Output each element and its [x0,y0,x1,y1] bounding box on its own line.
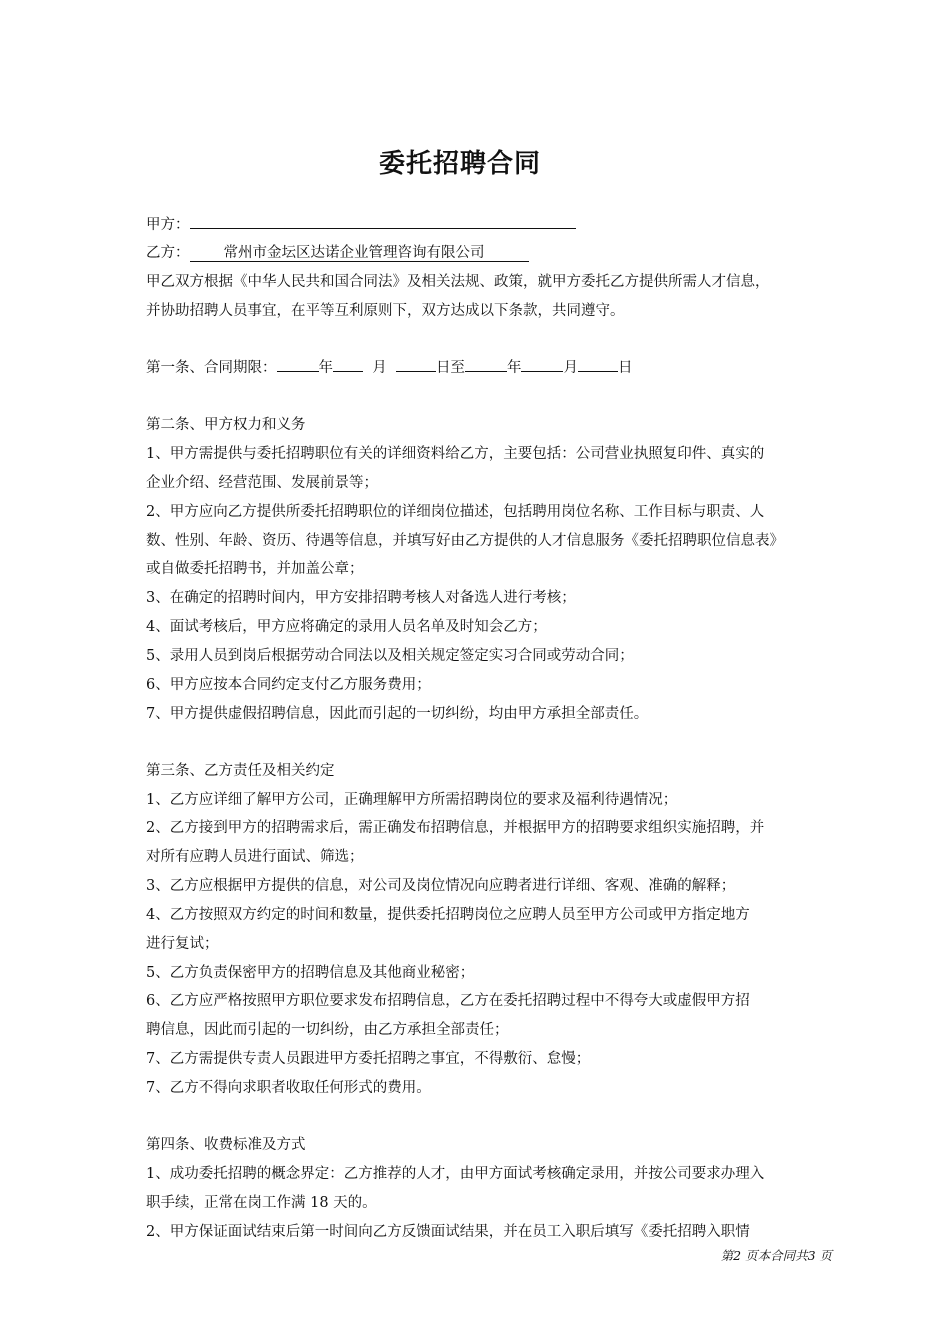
article2-line: 6、甲方应按本合同约定支付乙方服务费用； [146,677,431,693]
article3-line: 7、乙方需提供专责人员跟进甲方委托招聘之事宜，不得敷衍、怠慢； [146,1051,591,1067]
blank-field [578,356,618,372]
blank-field [333,356,363,372]
article2-heading: 第二条、甲方权力和义务 [146,417,306,433]
article3-line: 5、乙方负责保密甲方的招聘信息及其他商业秘密； [146,965,475,981]
article2-line: 1、甲方需提供与委托招聘职位有关的详细资料给乙方，主要包括：公司营业执照复印件、真实的 [146,446,765,462]
article1-day-to: 日至 [435,360,465,376]
article2-line: 7、甲方提供虚假招聘信息，因此而引起的一切纠纷，均由甲方承担全部责任。 [146,706,649,722]
blank-field [396,356,436,372]
article3-line: 7、乙方不得向求职者收取任何形式的费用。 [146,1080,431,1096]
article1-month1: 月 [372,360,387,376]
blank-field [465,356,507,372]
blank-field [277,356,319,372]
party-a-blank [190,213,576,229]
article2-line: 或自做委托招聘书，并加盖公章； [146,561,364,577]
article1-label: 第一条、合同期限： [146,360,277,376]
party-b-line [146,241,846,262]
document-title: 委托招聘合同 [378,149,541,179]
article4-line: 职手续，正常在岗工作满 18 天的。 [146,1195,377,1211]
party-a-label: 甲方： [146,217,190,233]
party-b-name: 常州市金坛区达诺企业管理咨询有限公司 [190,245,529,262]
article2-line: 3、在确定的招聘时间内，甲方安排招聘考核人对备选人进行考核； [146,590,576,606]
article2-line: 数、性别、年龄、资历、待遇等信息，并填写好由乙方提供的人才信息服务《委托招聘职位信息表》 [146,533,784,549]
article2-line: 企业介绍、经营范围、发展前景等； [146,475,378,491]
article1-day2: 日 [617,360,633,376]
article2-line: 2、甲方应向乙方提供所委托招聘职位的详细岗位描述，包括聘用岗位名称、工作目标与职责、人 [146,504,765,520]
article3-line: 对所有应聘人员进行面试、筛选； [146,849,364,865]
article3-line: 进行复试； [146,936,219,952]
page-footer: 第2 页本合同共3 页 [720,1248,832,1263]
article1-year1: 年 [318,360,333,376]
article4-heading: 第四条、收费标准及方式 [146,1137,306,1153]
article4-line: 2、甲方保证面试结束后第一时间向乙方反馈面试结果，并在员工入职后填写《委托招聘入职情 [146,1224,750,1240]
article1-year2: 年 [506,360,522,376]
intro-line: 甲乙双方根据《中华人民共和国合同法》及相关法规、政策，就甲方委托乙方提供所需人才信息， [146,274,770,290]
intro-line: 并协助招聘人员事宜，在平等互利原则下，双方达成以下条款，共同遵守。 [146,303,625,319]
party-a-line [146,213,846,234]
article2-line: 5、录用人员到岗后根据劳动合同法以及相关规定签定实习合同或劳动合同； [146,648,634,664]
article3-line: 6、乙方应严格按照甲方职位要求发布招聘信息，乙方在委托招聘过程中不得夸大或虚假甲方招 [146,993,750,1009]
article3-line: 2、乙方接到甲方的招聘需求后，需正确发布招聘信息，并根据甲方的招聘要求组织实施招聘，并 [146,820,765,836]
article3-heading: 第三条、乙方责任及相关约定 [146,763,335,779]
article3-line: 聘信息，因此而引起的一切纠纷，由乙方承担全部责任； [146,1022,509,1038]
article2-line: 4、面试考核后，甲方应将确定的录用人员名单及时知会乙方； [146,619,547,635]
article4-line: 1、成功委托招聘的概念界定：乙方推荐的人才，由甲方面试考核确定录用，并按公司要求办理入 [146,1166,765,1182]
article1-month2: 月 [563,360,578,376]
article3-line: 4、乙方按照双方约定的时间和数量，提供委托招聘岗位之应聘人员至甲方公司或甲方指定地方 [146,907,750,923]
article3-line: 1、乙方应详细了解甲方公司，正确理解甲方所需招聘岗位的要求及福利待遇情况； [146,792,678,808]
article3-line: 3、乙方应根据甲方提供的信息，对公司及岗位情况向应聘者进行详细、客观、准确的解释； [146,878,736,894]
party-b-label: 乙方： [146,245,190,261]
article1-term-line [146,356,846,377]
blank-field [521,356,563,372]
